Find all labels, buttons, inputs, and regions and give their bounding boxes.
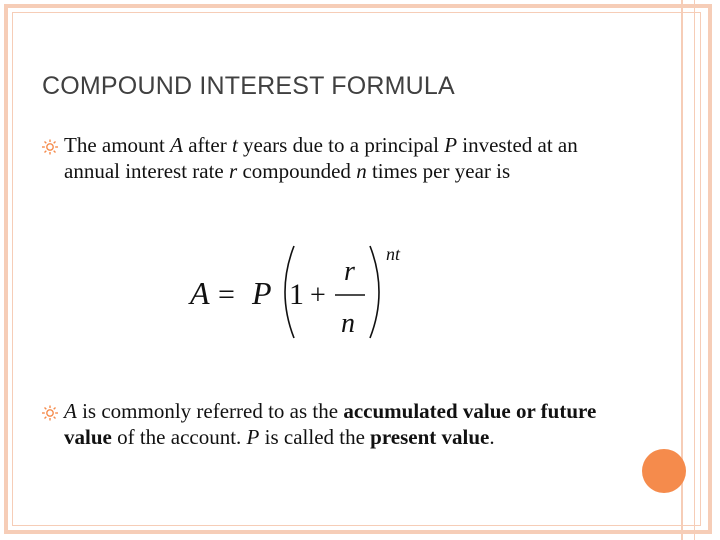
text-run: . (489, 425, 495, 449)
formula-n: n (341, 308, 355, 339)
sun-icon (40, 139, 60, 155)
term-accumulated-value: accumulated value or future value (64, 399, 597, 449)
variable-n: n (356, 159, 367, 183)
decorative-strip (694, 0, 695, 540)
variable-a: A (170, 133, 183, 157)
decorative-orange-circle (642, 449, 686, 493)
formula-a: A (190, 275, 210, 311)
text-run: is commonly referred to as the (76, 399, 344, 423)
formula-p: P (252, 275, 272, 311)
bullet-text-definition (64, 132, 624, 184)
text-run: years due to a principal (237, 133, 445, 157)
right-parenthesis (370, 246, 379, 338)
bullet-text-terminology (64, 398, 634, 450)
formula-equals: = (218, 278, 235, 311)
variable-r: r (229, 159, 238, 183)
variable-t: t (231, 133, 238, 157)
sun-icon (40, 405, 60, 421)
slide-title: COMPOUND INTEREST FORMULA (42, 72, 455, 100)
variable-p: P (444, 133, 458, 157)
variable-p: P (246, 425, 260, 449)
text-run: is called the (259, 425, 371, 449)
formula-one: 1 (289, 278, 304, 311)
variable-a: A (64, 399, 77, 423)
term-present-value: present value (370, 425, 490, 449)
compound-interest-formula (188, 240, 418, 345)
text-run: The amount (64, 133, 171, 157)
text-run: of the account. (111, 425, 247, 449)
text-run: invested at an annual interest rate (64, 133, 578, 183)
formula-r: r (344, 256, 355, 287)
text-run: times per year is (366, 159, 511, 183)
formula-plus: + (310, 280, 326, 311)
formula-exponent: nt (386, 244, 401, 264)
text-run: after (182, 133, 232, 157)
text-run: compounded (237, 159, 357, 183)
